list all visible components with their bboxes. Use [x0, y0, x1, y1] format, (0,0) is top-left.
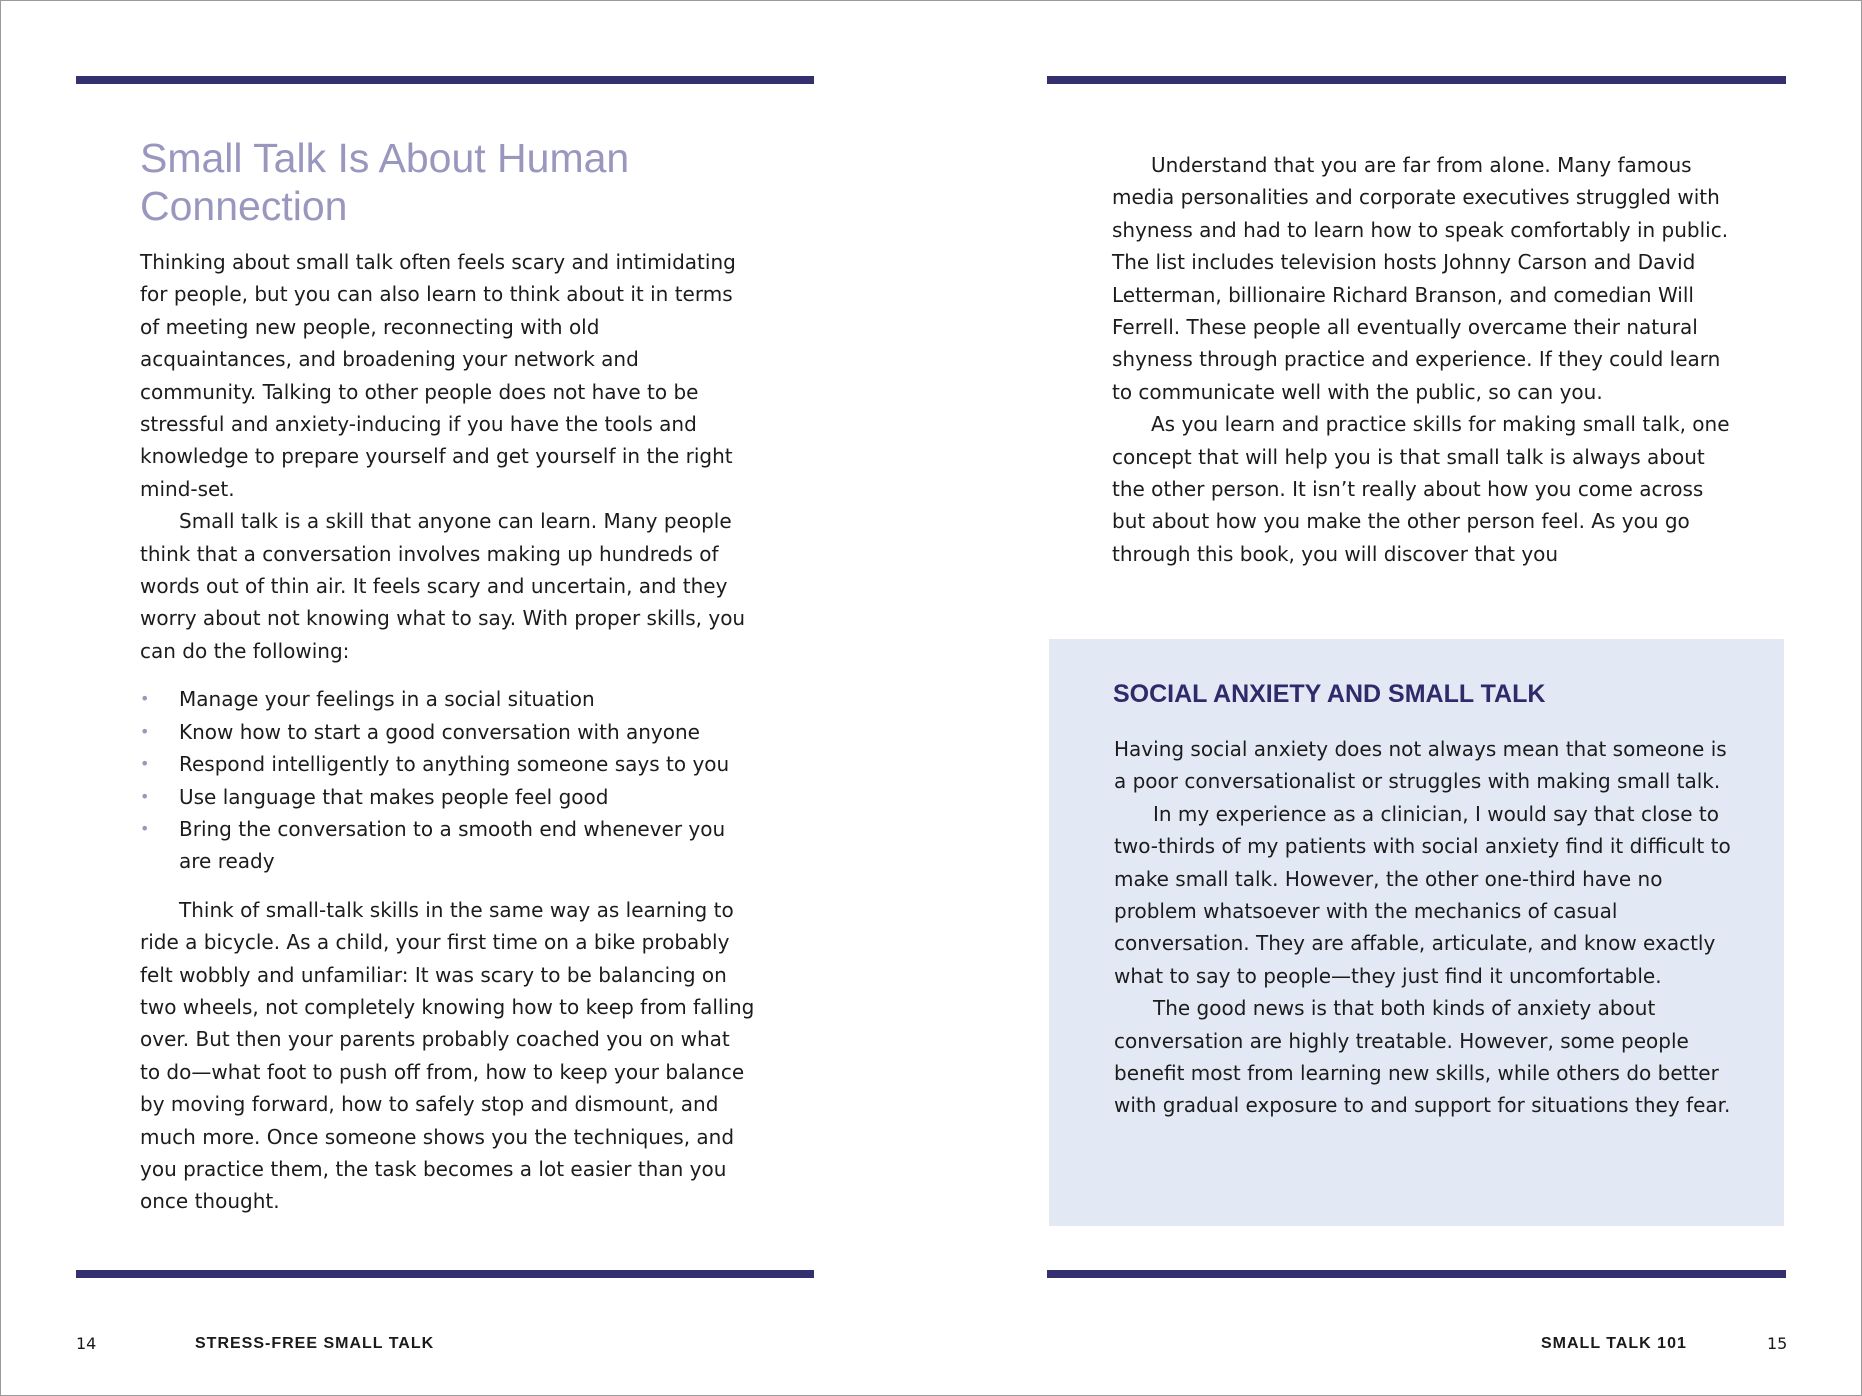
list-item: • Bring the conversation to a smooth end whenever you are ready — [140, 813, 755, 878]
left-bottom-rule — [76, 1270, 814, 1278]
left-column — [140, 246, 755, 1218]
bullet-icon: • — [140, 689, 150, 709]
bullet-icon: • — [140, 721, 150, 741]
list-item: • Manage your feelings in a social situation — [140, 683, 755, 715]
paragraph: As you learn and practice skills for making small talk, one concept that will help you is that small talk is always about the other person. It isn’t really about how you come across but about how you make the other person feel. As you go through this book, you will discover that you — [1112, 412, 1730, 566]
page-title: Small Talk Is About Human Connection — [140, 135, 630, 229]
page-number-right: 15 — [1767, 1334, 1788, 1353]
right-column — [1112, 149, 1732, 570]
paragraph: Having social anxiety does not always mean that someone is a poor conversationalist or struggles with making small talk. — [1114, 737, 1727, 794]
left-top-rule — [76, 76, 814, 84]
paragraph: In my experience as a clinician, I would say that close to two-thirds of my patients with social anxiety find it difficult to make small talk. However, the other one-third have no problem whatsoever with the mechanics of casual conversation. They are affable, articulate, and know exactly what to say to people—they just find it uncomfortable. — [1114, 801, 1731, 988]
right-top-rule — [1047, 76, 1786, 84]
paragraph: Thinking about small talk often feels scary and intimidating for people, but you can also learn to think about it in terms of meeting new people, reconnecting with old acquaintances, and broadening your network and community. Talking to other people does not have to be stressful and anxiety-inducing if you have the tools and knowledge to prepare yourself and get yourself in the right mind-set. — [140, 250, 736, 501]
list-item: • Use language that makes people feel good — [140, 781, 755, 813]
bullet-list — [140, 683, 755, 877]
list-item: • Know how to start a good conversation with anyone — [140, 716, 755, 748]
sidebar-title: SOCIAL ANXIETY AND SMALL TALK — [1113, 680, 1546, 708]
bullet-icon: • — [140, 818, 150, 838]
bullet-icon: • — [140, 754, 150, 774]
paragraph: Think of small-talk skills in the same way as learning to ride a bicycle. As a child, your first time on a bike probably felt wobbly and unfamiliar: It was scary to be balancing on two wheels, not completely knowing how to keep from falling over. But then your parents probably coached you on what to do—what foot to push off from, how to keep your balance by moving forward, how to safely stop and dismount, and much more. Once someone shows you the techniques, and you practice them, the task becomes a lot easier than you once thought. — [140, 897, 755, 1214]
sidebar-text — [1114, 733, 1739, 1122]
paragraph: The good news is that both kinds of anxiety about conversation are highly treatable. However, some people benefit most from learning new skills, while others do better with gradual exposure to and support for situations they fear. — [1114, 996, 1731, 1118]
list-item: • Respond intelligently to anything someone says to you — [140, 748, 755, 780]
right-bottom-rule — [1047, 1270, 1786, 1278]
paragraph: Small talk is a skill that anyone can learn. Many people think that a conversation involves making up hundreds of words out of thin air. It feels scary and uncertain, and they worry about not knowing what to say. With proper skills, you can do the following: — [140, 509, 746, 663]
running-head-right: SMALL TALK 101 — [1541, 1335, 1687, 1352]
page-number-left: 14 — [76, 1334, 97, 1353]
paragraph: Understand that you are far from alone. Many famous media personalities and corporate executives struggled with shyness and had to learn how to speak comfortably in public. The list includes television hosts Johnny Carson and David Letterman, billionaire Richard Branson, and comedian Will Ferrell. These people all eventually overcame their natural shyness through practice and experience. If they could learn to communicate well with the public, so can you. — [1112, 153, 1729, 404]
bullet-icon: • — [140, 786, 150, 806]
running-head-left: STRESS-FREE SMALL TALK — [195, 1335, 435, 1352]
